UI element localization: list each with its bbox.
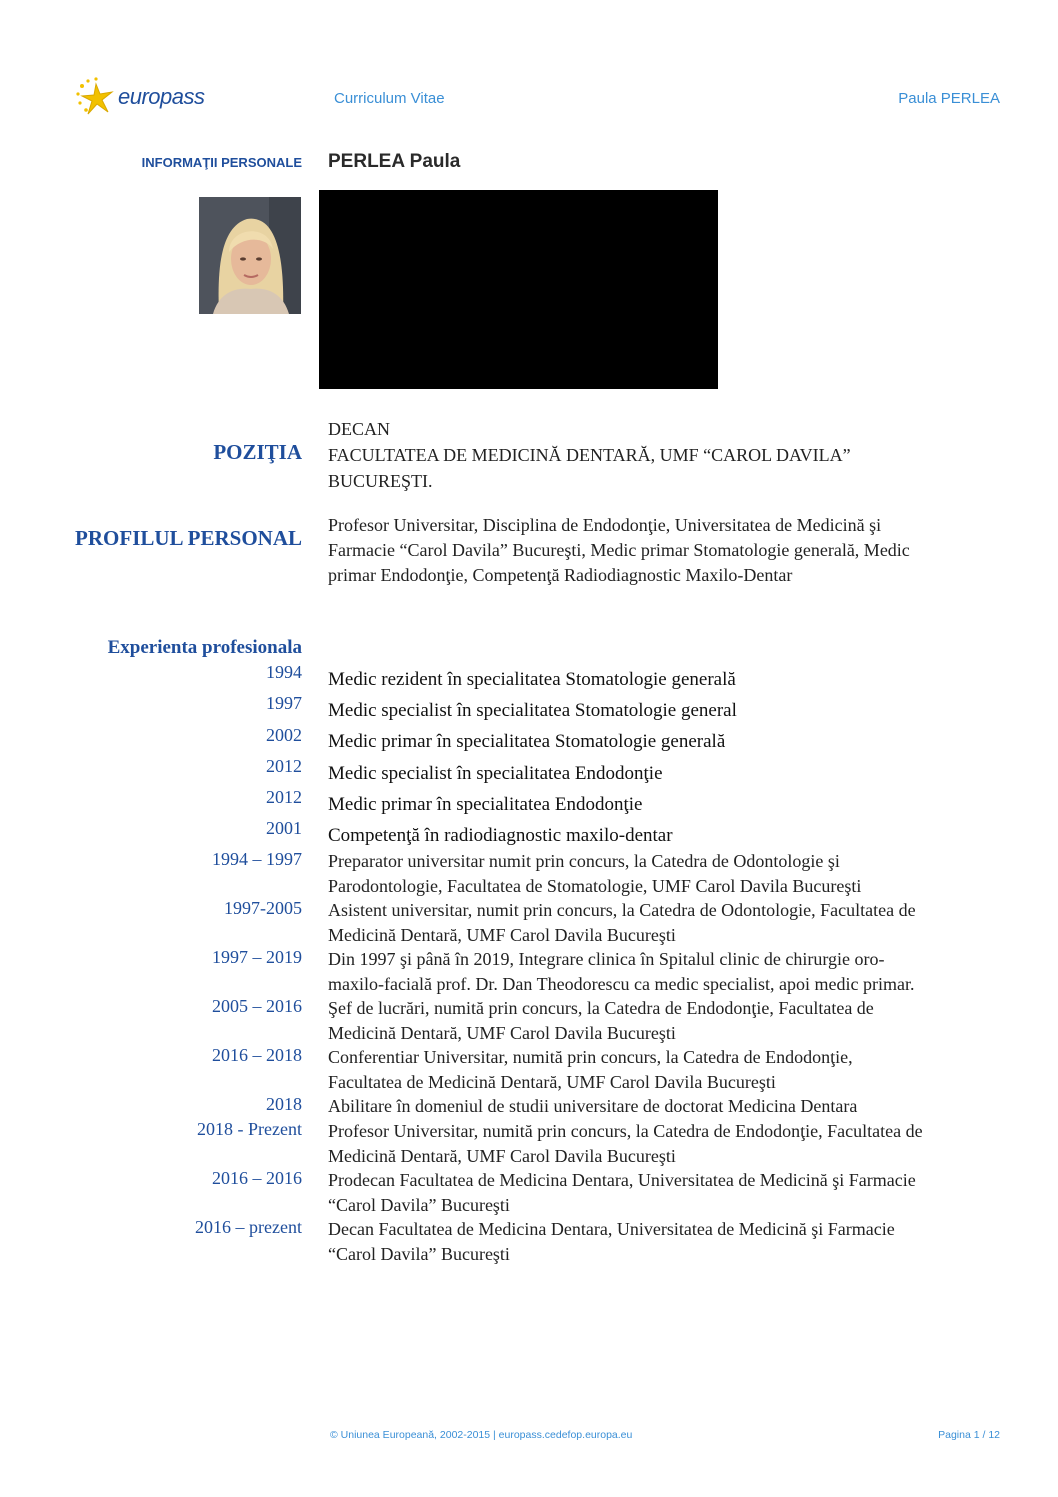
experience-entry xyxy=(328,1094,1018,1119)
entry-line: “Carol Davila” Bucureşti xyxy=(328,1194,510,1215)
personal-info-label: INFORMAŢII PERSONALE xyxy=(141,155,302,170)
experience-entry xyxy=(328,1119,1018,1168)
entry-line: Parodontologie, Facultatea de Stomatologie, UMF Carol Davila Bucureşti xyxy=(328,875,862,896)
experience-date: 2016 – 2016 xyxy=(212,1168,302,1188)
experience-entry xyxy=(328,898,1018,947)
entry-line: Medicină Dentară, UMF Carol Davila Bucureşti xyxy=(328,924,676,945)
experience-entry xyxy=(328,1168,1018,1217)
experience-entry xyxy=(328,699,1018,724)
experience-date: 1994 – 1997 xyxy=(212,849,302,869)
experience-date: 2016 – 2018 xyxy=(212,1045,302,1065)
experience-date: 1997-2005 xyxy=(224,898,302,918)
experience-entry xyxy=(328,947,1018,996)
entry-line: Competenţă în radiodiagnostic maxilo-dentar xyxy=(328,825,673,846)
experience-date: 2018 xyxy=(266,1094,302,1114)
entry-line: Medic primar în specialitatea Stomatologie generală xyxy=(328,731,726,752)
footer-copyright: © Uniunea Europeană, 2002-2015 | europass.cedefop.europa.eu xyxy=(330,1429,633,1441)
profile-line: primar Endodonţie, Competenţă Radiodiagnostic Maxilo-Dentar xyxy=(328,565,793,585)
entry-line: Facultatea de Medicină Dentară, UMF Carol Davila Bucureşti xyxy=(328,1071,776,1092)
experience-date: 2018 - Prezent xyxy=(197,1119,302,1139)
entry-line: Medicină Dentară, UMF Carol Davila Bucureşti xyxy=(328,1145,676,1166)
redacted-contact-block xyxy=(319,190,718,389)
entry-line: Şef de lucrări, numită prin concurs, la Catedra de Endodonţie, Facultatea de xyxy=(328,998,874,1018)
entry-line: Medic primar în specialitatea Endodonţie xyxy=(328,794,643,815)
entry-line: Medic specialist în specialitatea Endodonţie xyxy=(328,763,663,784)
experience-date: 1997 xyxy=(266,693,302,713)
profile-photo xyxy=(199,197,301,314)
experience-label: Experienta profesionala xyxy=(107,637,302,658)
experience-date: 2002 xyxy=(266,725,302,745)
page-number: Pagina 1 / 12 xyxy=(938,1429,1000,1441)
entry-line: Profesor Universitar, numită prin concurs, la Catedra de Endodonţie, Facultatea de xyxy=(328,1121,923,1141)
entry-line: Medic specialist în specialitatea Stomatologie general xyxy=(328,700,737,721)
entry-line: Preparator universitar numit prin concurs, la Catedra de Odontologie şi xyxy=(328,851,840,871)
position-line: FACULTATEA DE MEDICINĂ DENTARĂ, UMF “CAROL DAVILA” xyxy=(328,445,851,465)
profile-label: PROFILUL PERSONAL xyxy=(75,526,302,550)
entry-line: Conferentiar Universitar, numită prin concurs, la Catedra de Endodonţie, xyxy=(328,1047,853,1067)
entry-line: Medicină Dentară, UMF Carol Davila Bucureşti xyxy=(328,1022,676,1043)
europass-logo xyxy=(74,76,224,120)
experience-entry xyxy=(328,1217,1018,1266)
position-label: POZIŢIA xyxy=(213,440,302,464)
experience-date: 2005 – 2016 xyxy=(212,996,302,1016)
experience-entry xyxy=(328,730,1018,755)
profile-line: Profesor Universitar, Disciplina de Endodonţie, Universitatea de Medicină şi xyxy=(328,515,882,535)
document-title: Curriculum Vitae xyxy=(334,90,445,107)
entry-line: Asistent universitar, numit prin concurs, la Catedra de Odontologie, Facultatea de xyxy=(328,900,916,920)
full-name: PERLEA Paula xyxy=(328,151,461,172)
experience-date: 1994 xyxy=(266,662,302,682)
experience-date: 1997 – 2019 xyxy=(212,947,302,967)
logo-wordmark: europass xyxy=(118,84,205,109)
entry-line: Din 1997 şi până în 2019, Integrare clinica în Spitalul clinic de chirurgie oro- xyxy=(328,949,885,969)
experience-entry xyxy=(328,849,1018,898)
experience-entry xyxy=(328,996,1018,1045)
experience-date: 2012 xyxy=(266,787,302,807)
experience-date: 2012 xyxy=(266,756,302,776)
experience-entry xyxy=(328,762,1018,787)
experience-date: 2016 – prezent xyxy=(195,1217,302,1237)
entry-line: “Carol Davila” Bucureşti xyxy=(328,1243,510,1264)
portrait-image xyxy=(199,197,301,314)
entry-line: Decan Facultatea de Medicina Dentara, Universitatea de Medicină şi Farmacie xyxy=(328,1219,895,1239)
entry-line: Prodecan Facultatea de Medicina Dentara, Universitatea de Medicină şi Farmacie xyxy=(328,1170,916,1190)
experience-entry xyxy=(328,1045,1018,1094)
profile-line: Farmacie “Carol Davila” Bucureşti, Medic primar Stomatologie generală, Medic xyxy=(328,540,910,560)
experience-entry xyxy=(328,793,1018,818)
position-line: DECAN xyxy=(328,419,390,439)
europass-star-icon xyxy=(74,76,124,120)
header-person-name: Paula PERLEA xyxy=(898,90,1000,107)
entry-line: Abilitare în domeniul de studii universitare de doctorat Medicina Dentara xyxy=(328,1096,858,1116)
position-line: BUCUREŞTI. xyxy=(328,471,433,491)
experience-entry xyxy=(328,668,1018,693)
entry-line: maxilo-facială prof. Dr. Dan Theodorescu ca medic specialist, apoi medic primar. xyxy=(328,973,915,994)
profile-text xyxy=(328,513,1008,588)
entry-line: Medic rezident în specialitatea Stomatologie generală xyxy=(328,669,736,690)
position-text xyxy=(328,416,1008,494)
experience-entry xyxy=(328,824,1018,849)
experience-date: 2001 xyxy=(266,818,302,838)
